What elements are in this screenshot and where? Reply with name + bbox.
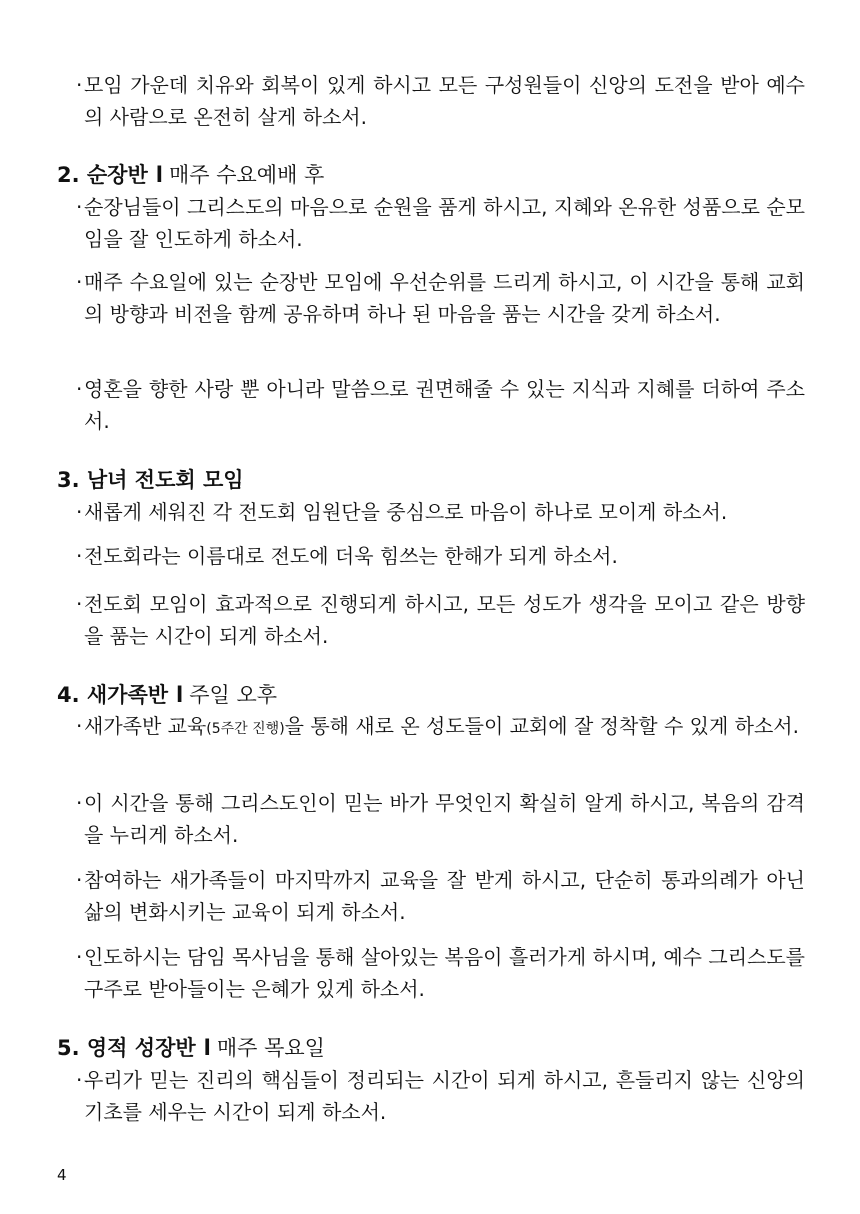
page-number: 4 (57, 1166, 67, 1184)
item-text-note: (5주간 진행) (206, 721, 285, 737)
item-text: 영혼을 향한 사랑 뿐 아니라 말씀으로 권면해줄 수 있는 지식과 지혜를 더하여 주소서. (84, 377, 805, 433)
section-separator: l (155, 163, 163, 187)
item-text: 인도하시는 담임 목사님을 통해 살아있는 복음이 흘러가게 하시며, 예수 그리스도를 구주로 받아들이는 은혜가 있게 하소서. (84, 945, 805, 1001)
item-text-rest: 을 통해 새로 온 성도들이 교회에 잘 정착할 수 있게 하소서. (284, 714, 799, 738)
list-item (70, 191, 805, 255)
list-item (70, 941, 805, 1005)
section-subtitle: 매주 목요일 (216, 1036, 325, 1060)
item-text: 전도회 모임이 효과적으로 진행되게 하시고, 모든 성도가 생각을 모이고 같은 방향을 품는 시간이 되게 하소서. (84, 592, 805, 648)
section-heading-5 (57, 1033, 325, 1063)
section-title: 3. 남녀 전도회 모임 (57, 468, 244, 492)
bullet-dot: · (76, 270, 83, 294)
list-item (70, 373, 805, 437)
item-text: 전도회라는 이름대로 전도에 더욱 힘쓰는 한해가 되게 하소서. (84, 544, 618, 568)
bullet-dot: · (76, 868, 83, 892)
item-text (84, 710, 805, 745)
bullet-dot: · (76, 377, 83, 401)
section-heading-2 (57, 160, 324, 190)
section-subtitle: 주일 오후 (189, 683, 278, 707)
bullet-dot: · (76, 592, 83, 616)
item-text: 순장님들이 그리스도의 마음으로 순원을 품게 하시고, 지혜와 온유한 성품으로 순모임을 잘 인도하게 하소서. (84, 195, 805, 251)
item-text: 매주 수요일에 있는 순장반 모임에 우선순위를 드리게 하시고, 이 시간을 통해 교회의 방향과 비전을 함께 공유하며 하나 된 마음을 품는 시간을 갖게 하소서. (84, 270, 805, 326)
section-title: 4. 새가족반 (57, 683, 169, 707)
section-title: 2. 순장반 (57, 163, 148, 187)
bullet-dot: · (76, 195, 83, 219)
list-item (70, 864, 805, 928)
bullet-dot: · (76, 714, 83, 738)
section-separator: l (203, 1036, 211, 1060)
bullet-dot: · (76, 500, 83, 524)
list-item (70, 496, 805, 528)
bullet-dot: · (76, 791, 83, 815)
section-subtitle: 매주 수요예배 후 (168, 163, 325, 187)
section-heading-3 (57, 465, 244, 495)
item-text: 이 시간을 통해 그리스도인이 믿는 바가 무엇인지 확실히 알게 하시고, 복음의 감격을 누리게 하소서. (84, 791, 805, 847)
item-text: 우리가 믿는 진리의 핵심들이 정리되는 시간이 되게 하시고, 흔들리지 않는 신앙의 기초를 세우는 시간이 되게 하소서. (84, 1068, 805, 1124)
bullet-dot: · (76, 544, 83, 568)
item-text: 모임 가운데 치유와 회복이 있게 하시고 모든 구성원들이 신앙의 도전을 받아 예수의 사람으로 온전히 살게 하소서. (84, 73, 805, 129)
bullet-dot: · (76, 73, 83, 97)
intro-item (70, 69, 805, 133)
section-heading-4 (57, 680, 277, 710)
item-text: 참여하는 새가족들이 마지막까지 교육을 잘 받게 하시고, 단순히 통과의례가 아닌 삶의 변화시키는 교육이 되게 하소서. (84, 868, 805, 924)
list-item (70, 710, 805, 745)
section-separator: l (176, 683, 184, 707)
item-text: 새롭게 세워진 각 전도회 임원단을 중심으로 마음이 하나로 모이게 하소서. (84, 500, 728, 524)
list-item (70, 787, 805, 851)
list-item (70, 588, 805, 652)
bullet-dot: · (76, 1068, 83, 1092)
list-item (70, 1064, 805, 1128)
list-item (70, 266, 805, 330)
section-title: 5. 영적 성장반 (57, 1036, 196, 1060)
item-text-lead: 새가족반 교육 (84, 714, 207, 738)
list-item (70, 540, 805, 572)
bullet-dot: · (76, 945, 83, 969)
